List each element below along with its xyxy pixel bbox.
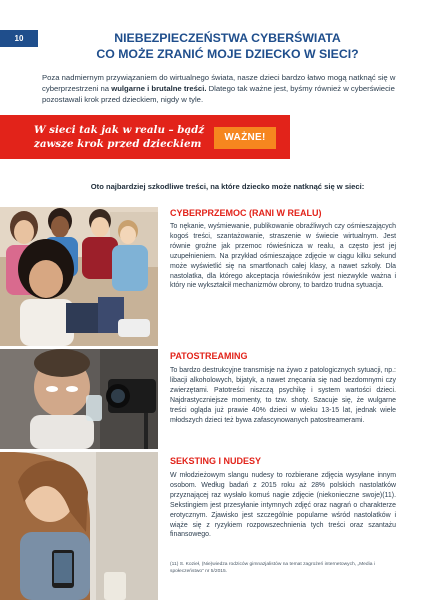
list-subheading: Oto najbardziej szkodliwe treści, na które dziecko może natknąć się w sieci: [90, 182, 365, 191]
photo-teenagers-group [0, 207, 158, 346]
banner-line-1: W sieci tak jak w realu – bądź [34, 124, 205, 136]
banner-line-2: zawsze krok przed dzieckiem [34, 138, 202, 150]
section-title-cyberbullying: CYBERPRZEMOC (RANI W REALU) [170, 208, 322, 218]
section-title-sexting: SEKSTING I NUDESY [170, 456, 262, 466]
intro-text-end: Dlatego tak ważne jest, byśmy również w cyberświecie pozostawali krok przed dzieckiem, nigdy w tyle. [42, 84, 395, 105]
page-title-line-2: CO MOŻE ZRANIĆ MOJE DZIECKO W SIECI? [96, 46, 359, 61]
section-title-patostreaming: PATOSTREAMING [170, 351, 248, 361]
page-title-line-1: NIEBEZPIECZEŃSTWA CYBERŚWIATA [114, 31, 341, 45]
photo-streamer-camera [0, 349, 158, 449]
intro-text-start: Poza nadmiernym przywiązaniem do wirtualnego świata, nasze dzieci bardzo łatwo mogą natknąć się w cyberprzestrzeni na [42, 73, 396, 94]
section-text-cyberbullying: To nękanie, wyśmiewanie, publikowanie obraźliwych czy ośmieszających kogoś treści, szantażowanie, straszenie w świecie wirtualnym. Jest równie groźne jak przemoc rówieśnicza w realu, a często jest jej uzupełnieniem. Na przykład ośmieszające zdjęcie w ciągu kilku sekund może wyświetlić się na smartfonach całej klasy, a nawet szkoły. Dla nastolatka, dla którego akceptacja rówieśników jest niezwykle ważna i który nie wykształcił mechanizmów obrony, to bardzo trudna sytuacja. [170, 223, 396, 290]
section-text-patostreaming: To bardzo destrukcyjne transmisje na żywo z patologicznych sytuacji, np.: libacji alkoholowych, bijatyk, a nawet znęcania się nad bezdomnymi czy zwierzętami. Patotreści niszczą psychikę i system wartości dzieci. Najdrastyczniejsze momenty, to tzw. shoty. Szacuje się, że wulgarne treści ogląda już prawie 40% dzieci w wieku 13-15 lat, jednak wiele młodszych dzieci też bywa zafascynowanych patostreamerami. [170, 367, 396, 424]
page-number: 10 [0, 30, 38, 47]
page-title [42, 31, 413, 62]
section-text-sexting: W młodzieżowym slangu nudesy to rozbierane zdjęcia wysyłane innym osobom. Według badań z 2015 roku aż 28% polskich nastolatków przyznającej raz wysłało komuś nagie zdjęcie (niekonieczne swoje)(11). Sekstingiem jest przesyłanie intymnych zdjęć oraz nagrań o charakterze erotycznym. Zjawisko jest szczególnie popularne wśród nastolatków i wiąże się z ryzykiem rozpowszechnienia tych treści oraz szantażu finansowego. [170, 472, 396, 539]
intro-emphasis: wulgarne i brutalne treści. [111, 84, 207, 94]
photo-girl-smartphone [0, 452, 158, 600]
footnote: (11) S. Kozieł, (Nie)wiedza rodziców gimnazjalistów na temat zagrożeń internetowych, „Media i społeczeństwo” nr 5/2015. [170, 562, 375, 574]
important-badge: WAŻNE! [214, 127, 276, 149]
intro-paragraph [42, 72, 410, 106]
